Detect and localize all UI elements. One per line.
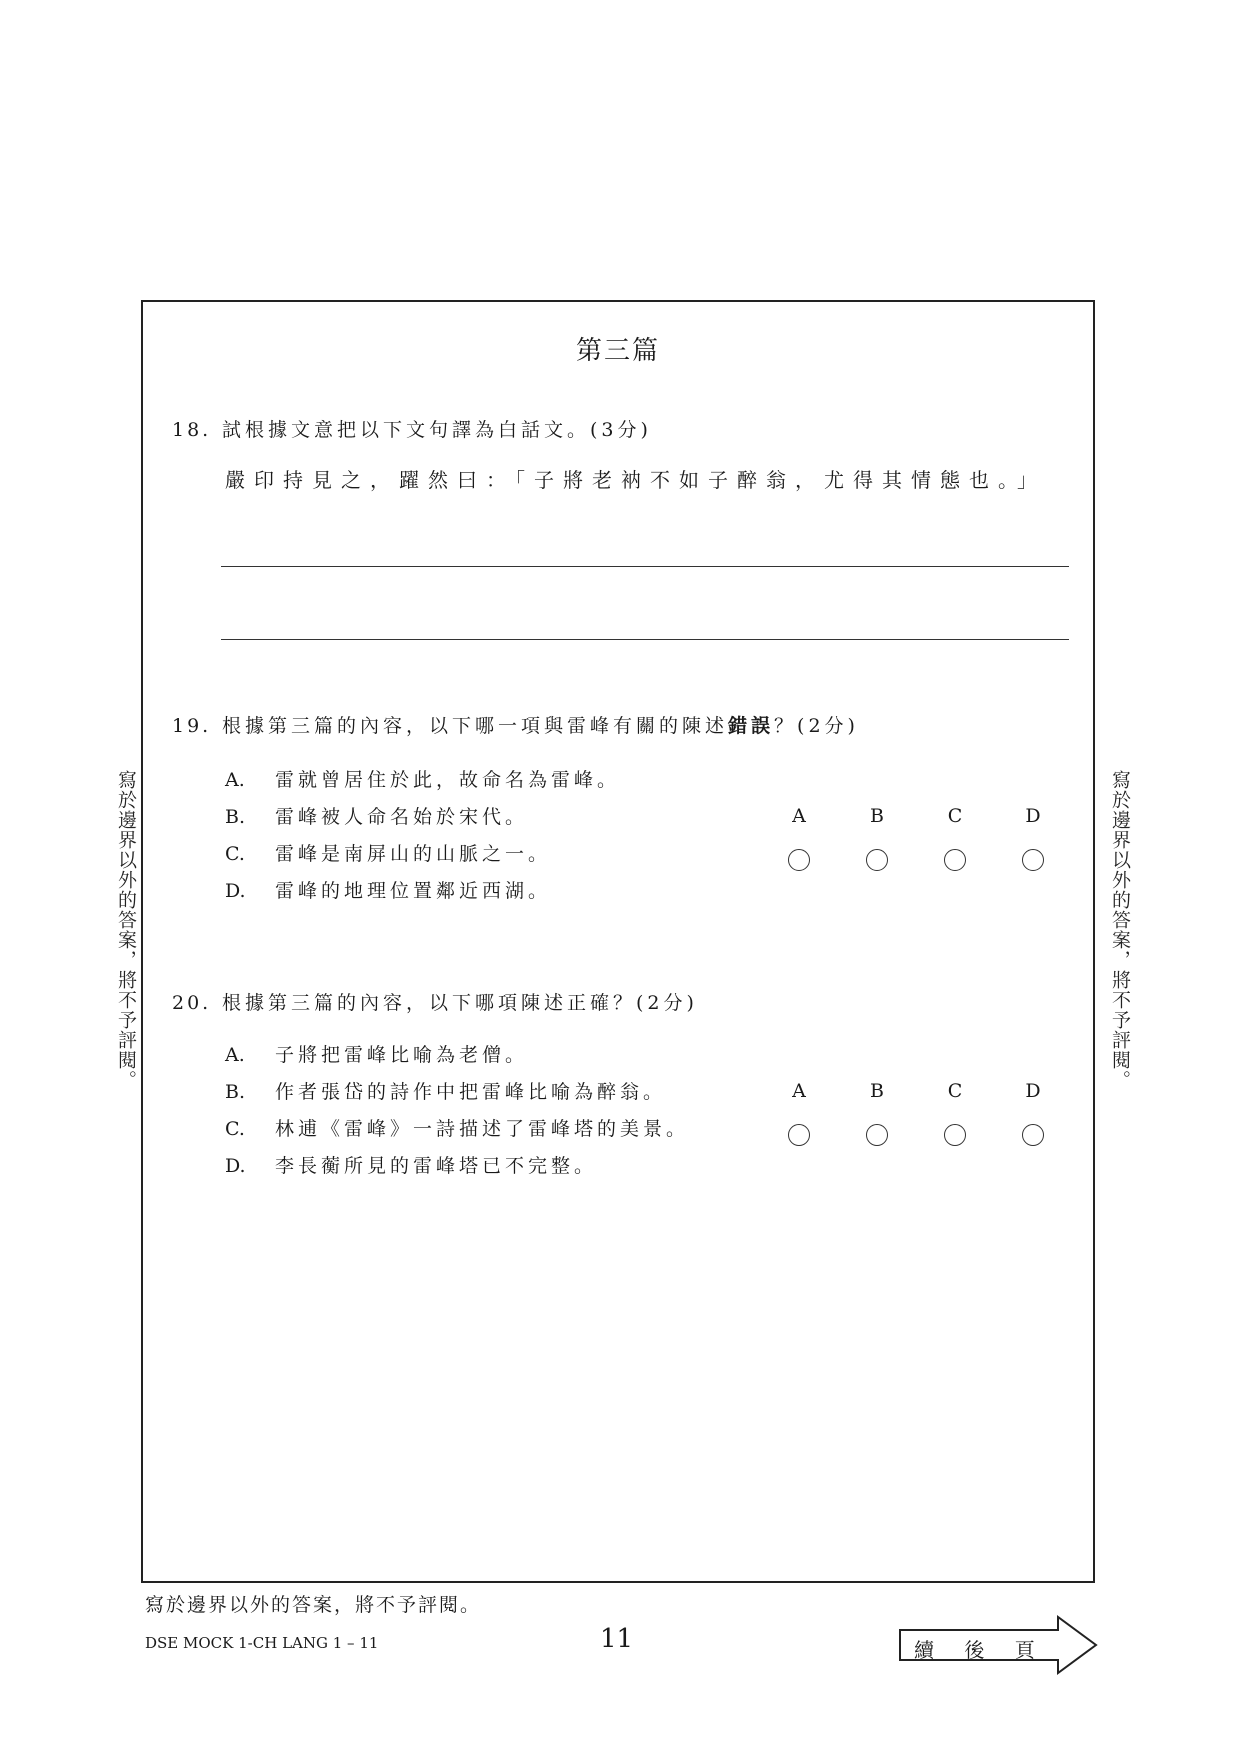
section-title: 第三篇: [575, 336, 660, 366]
question-prompt: 根據第三篇的內容，以下哪一項與雷峰有關的陳述: [222, 715, 729, 737]
option-letter: D.: [225, 1155, 246, 1177]
question-number: 20.: [172, 992, 212, 1014]
answer-bubble-a[interactable]: [788, 1124, 810, 1146]
option-b: [225, 1077, 666, 1104]
option-text: 雷就曾居住於此，故命名為雷峰。: [275, 769, 621, 791]
answer-line-1[interactable]: [221, 566, 1069, 567]
question-18: [172, 415, 652, 442]
option-text: 林逋《雷峰》一詩描述了雷峰塔的美景。: [275, 1118, 690, 1140]
answer-bubble-c[interactable]: [944, 849, 966, 871]
right-margin-note: 寫於邊界以外的答案，將不予評閱。: [1109, 770, 1131, 1090]
question-prompt: 根據第三篇的內容，以下哪項陳述正確？(2分): [222, 992, 698, 1014]
question-19: [172, 711, 859, 738]
option-text: 子將把雷峰比喻為老僧。: [275, 1044, 529, 1066]
option-text: 作者張岱的詩作中把雷峰比喻為醉翁。: [275, 1081, 667, 1103]
choice-label-b: B: [870, 1080, 884, 1102]
choice-label-d: D: [1025, 1080, 1041, 1102]
option-a: [225, 765, 620, 792]
option-letter: C.: [225, 843, 245, 865]
answer-bubble-d[interactable]: [1022, 849, 1044, 871]
option-text: 雷峰被人命名始於宋代。: [275, 806, 529, 828]
option-c: [225, 1114, 689, 1141]
choice-label-c: C: [947, 805, 963, 827]
option-text: 雷峰的地理位置鄰近西湖。: [275, 880, 552, 902]
source-quote: 嚴印持見之，躍然曰：「子將老衲不如子醉翁，尤得其情態也。」: [225, 468, 1046, 492]
choice-label-b: B: [870, 805, 884, 827]
answer-line-2[interactable]: [221, 639, 1069, 640]
choice-label-a: A: [792, 1080, 806, 1102]
option-d: [225, 1151, 597, 1178]
option-b: [225, 802, 528, 829]
paper-code: DSE MOCK 1-CH LANG 1 – 11: [145, 1634, 379, 1652]
option-letter: B.: [225, 806, 246, 828]
continue-label: 續 後 頁: [914, 1638, 1047, 1662]
option-d: [225, 876, 551, 903]
answer-bubble-d[interactable]: [1022, 1124, 1044, 1146]
answer-bubble-b[interactable]: [866, 1124, 888, 1146]
footer-warning: 寫於邊界以外的答案，將不予評閱。: [145, 1594, 482, 1616]
answer-bubble-a[interactable]: [788, 849, 810, 871]
choice-label-a: A: [792, 805, 806, 827]
option-letter: A.: [225, 769, 245, 791]
choice-label-c: C: [947, 1080, 963, 1102]
question-prompt: 試根據文意把以下文句譯為白話文。(3分): [222, 419, 652, 441]
question-20: [172, 988, 698, 1015]
left-margin-note: 寫於邊界以外的答案，將不予評閱。: [115, 770, 137, 1090]
question-prompt-end: ？(2分): [774, 715, 859, 737]
answer-bubble-c[interactable]: [944, 1124, 966, 1146]
continue-arrow: [898, 1615, 1098, 1675]
option-letter: D.: [225, 880, 246, 902]
question-number: 19.: [172, 715, 212, 737]
option-letter: B.: [225, 1081, 246, 1103]
answer-frame: [141, 300, 1095, 1583]
option-text: 李長蘅所見的雷峰塔已不完整。: [275, 1155, 598, 1177]
choice-label-d: D: [1025, 805, 1041, 827]
emphasis-text: 錯誤: [728, 715, 775, 737]
option-letter: C.: [225, 1118, 245, 1140]
question-number: 18.: [172, 419, 212, 441]
option-letter: A.: [225, 1044, 245, 1066]
page-number: 11: [600, 1624, 634, 1654]
option-text: 雷峰是南屏山的山脈之一。: [275, 843, 552, 865]
answer-bubble-b[interactable]: [866, 849, 888, 871]
option-c: [225, 839, 551, 866]
option-a: [225, 1040, 528, 1067]
